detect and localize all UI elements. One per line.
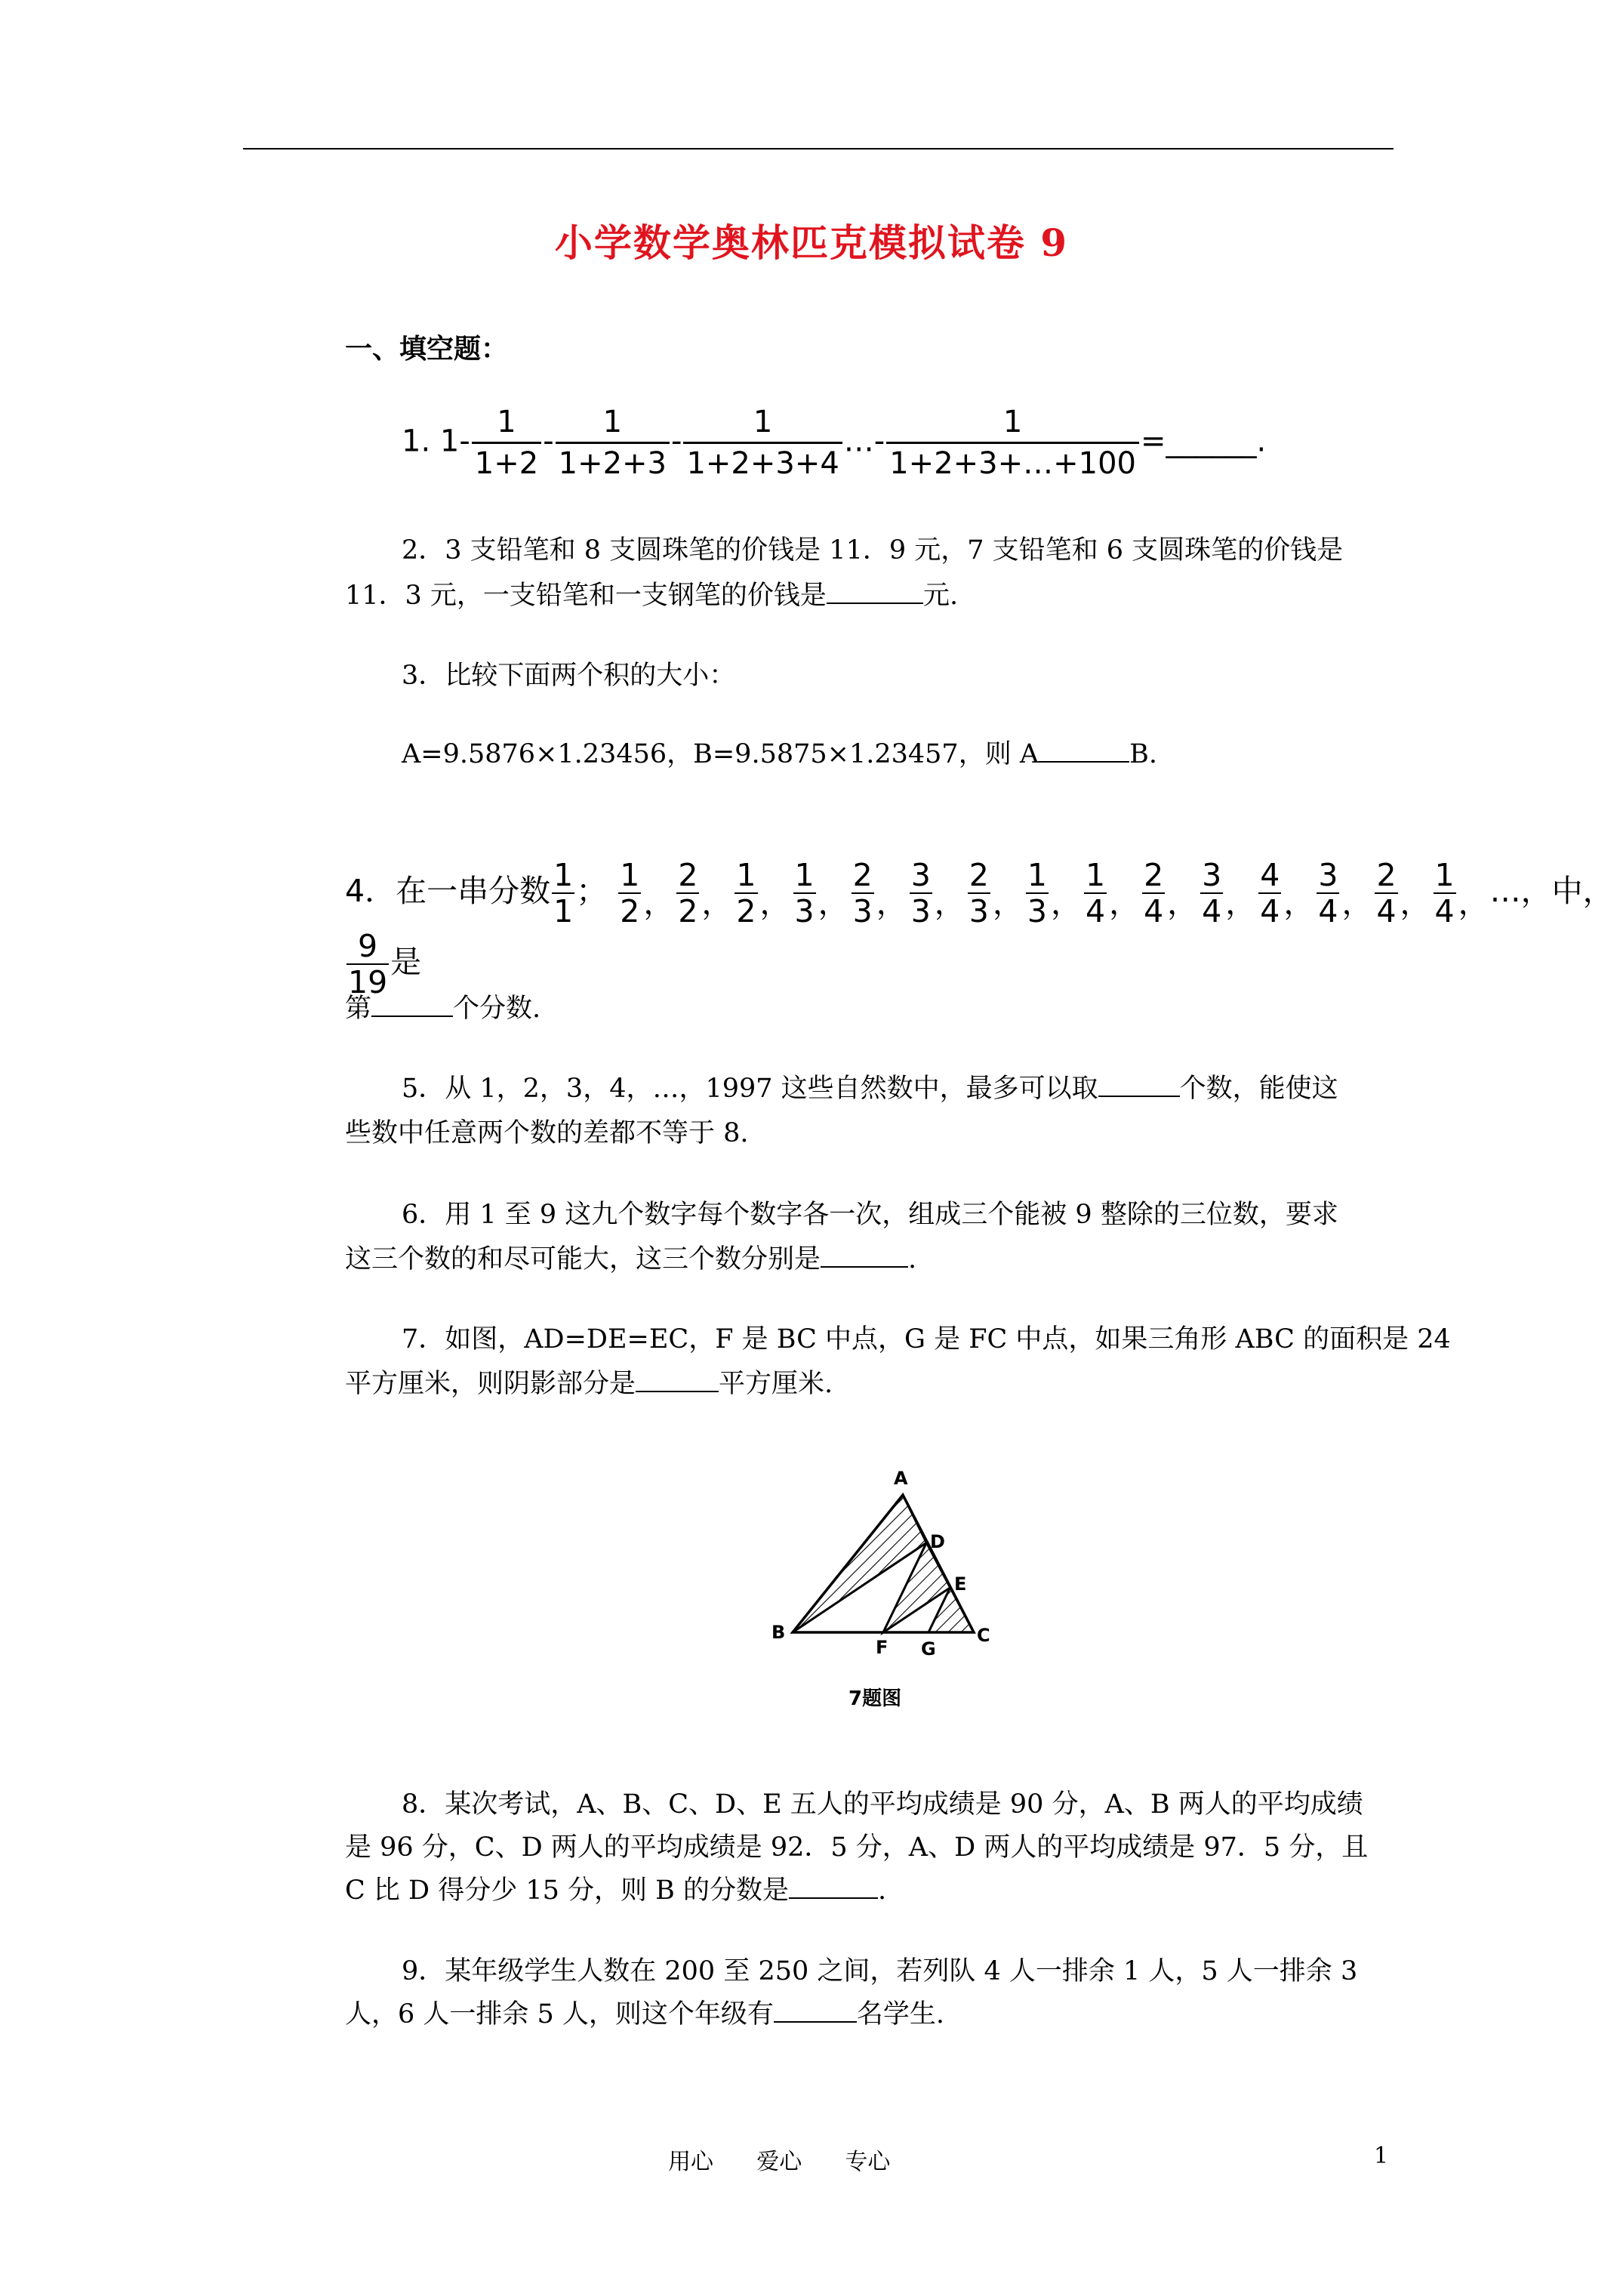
fraction bbox=[793, 858, 816, 929]
question-8-line-2: 是 96 分，C、D 两人的平均成绩是 92．5 分，A、D 两人的平均成绩是 97．5 分，且 bbox=[345, 1832, 1369, 1863]
comma: ， bbox=[818, 885, 849, 921]
question-7-text: 平方厘米，则阴影部分是 bbox=[345, 1369, 636, 1399]
fraction bbox=[1375, 858, 1397, 929]
answer-blank bbox=[1039, 738, 1129, 763]
fraction bbox=[910, 858, 932, 929]
numerator: 1 bbox=[1002, 405, 1023, 439]
denominator: 4 bbox=[1318, 893, 1338, 929]
fraction bbox=[618, 858, 641, 929]
question-4-line-2 bbox=[345, 987, 540, 1031]
fraction bbox=[1084, 858, 1107, 929]
fraction bbox=[556, 402, 670, 483]
question-8-tail: . bbox=[877, 1875, 887, 1906]
comma: ， bbox=[759, 885, 791, 921]
question-2-line-1: 2．3 支铅笔和 8 支圆珠笔的价钱是 11．9 元，7 支铅笔和 6 支圆珠笔的价钱是 bbox=[402, 535, 1344, 566]
denominator: 4 bbox=[1260, 893, 1280, 929]
comma: ， bbox=[1109, 885, 1141, 921]
fraction bbox=[968, 858, 990, 929]
answer-blank bbox=[636, 1368, 719, 1392]
label-g: G bbox=[921, 1638, 936, 1660]
numerator: 1 bbox=[1085, 857, 1106, 893]
answer-blank bbox=[789, 1875, 878, 1899]
question-8-line-3 bbox=[345, 1869, 886, 1912]
comma: ， bbox=[1050, 885, 1082, 921]
question-9-text: 人，6 人一排余 5 人，则这个年级有 bbox=[345, 1999, 774, 2029]
numerator: 3 bbox=[1202, 857, 1222, 893]
denominator: 1 bbox=[553, 893, 574, 929]
fraction bbox=[552, 858, 574, 929]
label-a: A bbox=[894, 1468, 908, 1489]
label-d: D bbox=[930, 1531, 945, 1552]
question-6-tail: . bbox=[908, 1244, 917, 1274]
answer-blank bbox=[827, 580, 923, 604]
question-2-text: 11．3 元，一支铅笔和一支钢笔的价钱是 bbox=[345, 581, 827, 611]
numerator: 3 bbox=[1318, 857, 1338, 893]
numerator: 1 bbox=[602, 405, 623, 439]
answer-blank bbox=[821, 1244, 908, 1268]
denominator: 2 bbox=[620, 893, 640, 929]
numerator: 2 bbox=[1144, 857, 1164, 893]
question-3-tail: B. bbox=[1129, 739, 1157, 769]
question-9-unit: 名学生. bbox=[856, 1999, 945, 2029]
numerator: 2 bbox=[969, 857, 989, 893]
denominator: 3 bbox=[1027, 893, 1047, 929]
denominator: 1+2+3+…+100 bbox=[886, 442, 1139, 483]
question-6-line-2 bbox=[345, 1237, 916, 1281]
fraction bbox=[1200, 858, 1223, 929]
fraction bbox=[852, 858, 874, 929]
fraction bbox=[683, 402, 842, 483]
label-f: F bbox=[876, 1637, 888, 1658]
operator: - bbox=[671, 424, 682, 459]
question-3-line-1: 3．比较下面两个积的大小： bbox=[402, 661, 736, 691]
question-7-unit: 平方厘米. bbox=[719, 1369, 833, 1399]
comma: ， bbox=[1167, 885, 1199, 921]
question-6-line-1: 6．用 1 至 9 这九个数字每个数字各一次，组成三个能被 9 整除的三位数，要求 bbox=[402, 1200, 1338, 1230]
page-title: 小学数学奥林匹克模拟试卷 9 bbox=[554, 220, 1069, 265]
denominator: 2 bbox=[678, 893, 698, 929]
question-9-line-1: 9．某年级学生人数在 200 至 250 之间，若列队 4 人一排余 1 人，5 人一排余 3 bbox=[402, 1956, 1358, 1986]
space bbox=[607, 873, 617, 909]
question-7-line-2 bbox=[345, 1362, 833, 1406]
question-8-line-1: 8．某次考试，A、B、C、D、E 五人的平均成绩是 90 分，A、B 两人的平均成绩 bbox=[402, 1789, 1363, 1820]
comma: ， bbox=[643, 885, 675, 921]
question-4-suffix: 个分数. bbox=[453, 994, 541, 1024]
ellipsis: …，中， bbox=[1489, 873, 1614, 909]
fraction bbox=[1258, 858, 1281, 929]
comma: ， bbox=[1458, 885, 1489, 921]
numerator: 1 bbox=[620, 857, 640, 893]
comma: ， bbox=[1225, 885, 1257, 921]
denominator: 2 bbox=[736, 893, 756, 929]
denominator: 4 bbox=[1376, 893, 1397, 929]
question-5-text-end: 个数，能使这 bbox=[1179, 1074, 1338, 1104]
numerator: 9 bbox=[358, 928, 378, 964]
numerator: 1 bbox=[736, 857, 756, 893]
question-5-line-2: 些数中任意两个数的差都不等于 8. bbox=[345, 1118, 749, 1148]
denominator: 1+2+3 bbox=[556, 442, 670, 483]
fraction bbox=[1142, 858, 1165, 929]
question-3-line-2 bbox=[402, 732, 1157, 776]
page-number: 1 bbox=[1374, 2143, 1389, 2169]
comma: ， bbox=[876, 885, 907, 921]
label-c: C bbox=[977, 1625, 990, 1646]
fraction bbox=[886, 402, 1139, 483]
numerator: 2 bbox=[678, 857, 698, 893]
fraction bbox=[1317, 858, 1339, 929]
question-7-figure bbox=[770, 1451, 1012, 1723]
question-8-text: C 比 D 得分少 15 分，则 B 的分数是 bbox=[345, 1875, 789, 1906]
comma: ， bbox=[934, 885, 965, 921]
denominator: 3 bbox=[794, 893, 815, 929]
numerator: 4 bbox=[1260, 857, 1280, 893]
question-4-suffix: 是 bbox=[390, 944, 422, 980]
numerator: 2 bbox=[1376, 857, 1397, 893]
denominator: 1+2+3+4 bbox=[683, 442, 842, 483]
label-e: E bbox=[954, 1573, 967, 1595]
numerator: 1 bbox=[753, 405, 773, 439]
section-heading: 一、填空题： bbox=[345, 333, 509, 365]
question-2-unit: 元. bbox=[922, 581, 959, 611]
comma: ， bbox=[1341, 885, 1373, 921]
comma: ， bbox=[992, 885, 1024, 921]
question-5-text: 5．从 1，2，3，4，…，1997 这些自然数中，最多可以取 bbox=[402, 1074, 1098, 1104]
question-4-prefix: 4．在一串分数 bbox=[345, 873, 551, 909]
numerator: 1 bbox=[1434, 857, 1455, 893]
denominator: 4 bbox=[1144, 893, 1164, 929]
denominator: 3 bbox=[852, 893, 873, 929]
fraction bbox=[472, 402, 541, 483]
separator: ； bbox=[576, 873, 608, 909]
answer-blank: =______. bbox=[1141, 424, 1267, 459]
question-5-line-1 bbox=[402, 1067, 1338, 1111]
numerator: 1 bbox=[497, 405, 516, 439]
header-rule bbox=[243, 148, 1394, 149]
question-1-prefix: 1. 1- bbox=[402, 424, 470, 459]
operator: …- bbox=[843, 424, 885, 459]
question-7-line-1: 7．如图，AD=DE=EC，F 是 BC 中点，G 是 FC 中点，如果三角形 ABC 的面积是 24 bbox=[402, 1324, 1451, 1354]
denominator: 4 bbox=[1434, 893, 1455, 929]
denominator: 4 bbox=[1202, 893, 1222, 929]
figure-caption: 7题图 bbox=[848, 1687, 902, 1710]
question-3-text: A=9.5876×1.23456，B=9.5875×1.23457，则 A bbox=[402, 739, 1039, 769]
fraction bbox=[1026, 858, 1049, 929]
denominator: 4 bbox=[1085, 893, 1106, 929]
question-4 bbox=[345, 858, 1623, 1000]
comma: ， bbox=[1400, 885, 1431, 921]
answer-blank bbox=[371, 993, 453, 1017]
numerator: 3 bbox=[910, 857, 931, 893]
question-9-line-2 bbox=[345, 1992, 944, 2036]
fraction bbox=[676, 858, 699, 929]
question-1 bbox=[402, 402, 1266, 483]
question-6-text: 这三个数的和尽可能大，这三个数分别是 bbox=[345, 1244, 821, 1274]
fraction bbox=[735, 858, 757, 929]
fraction bbox=[1434, 858, 1456, 929]
numerator: 2 bbox=[852, 857, 873, 893]
question-2-line-2 bbox=[345, 574, 958, 618]
comma: ， bbox=[1283, 885, 1315, 921]
answer-blank bbox=[774, 1999, 857, 2023]
label-b: B bbox=[771, 1622, 786, 1643]
denominator: 3 bbox=[969, 893, 989, 929]
answer-blank bbox=[1098, 1073, 1180, 1097]
operator: - bbox=[543, 424, 554, 459]
numerator: 1 bbox=[1027, 857, 1047, 893]
question-4-prefix: 第 bbox=[345, 994, 372, 1024]
denominator: 19 bbox=[348, 964, 388, 1000]
footer-motto: 用心 爱心 专心 bbox=[668, 2149, 891, 2175]
denominator: 1+2 bbox=[472, 442, 541, 483]
comma: ， bbox=[701, 885, 733, 921]
denominator: 3 bbox=[910, 893, 931, 929]
numerator: 1 bbox=[794, 857, 815, 893]
numerator: 1 bbox=[553, 857, 574, 893]
